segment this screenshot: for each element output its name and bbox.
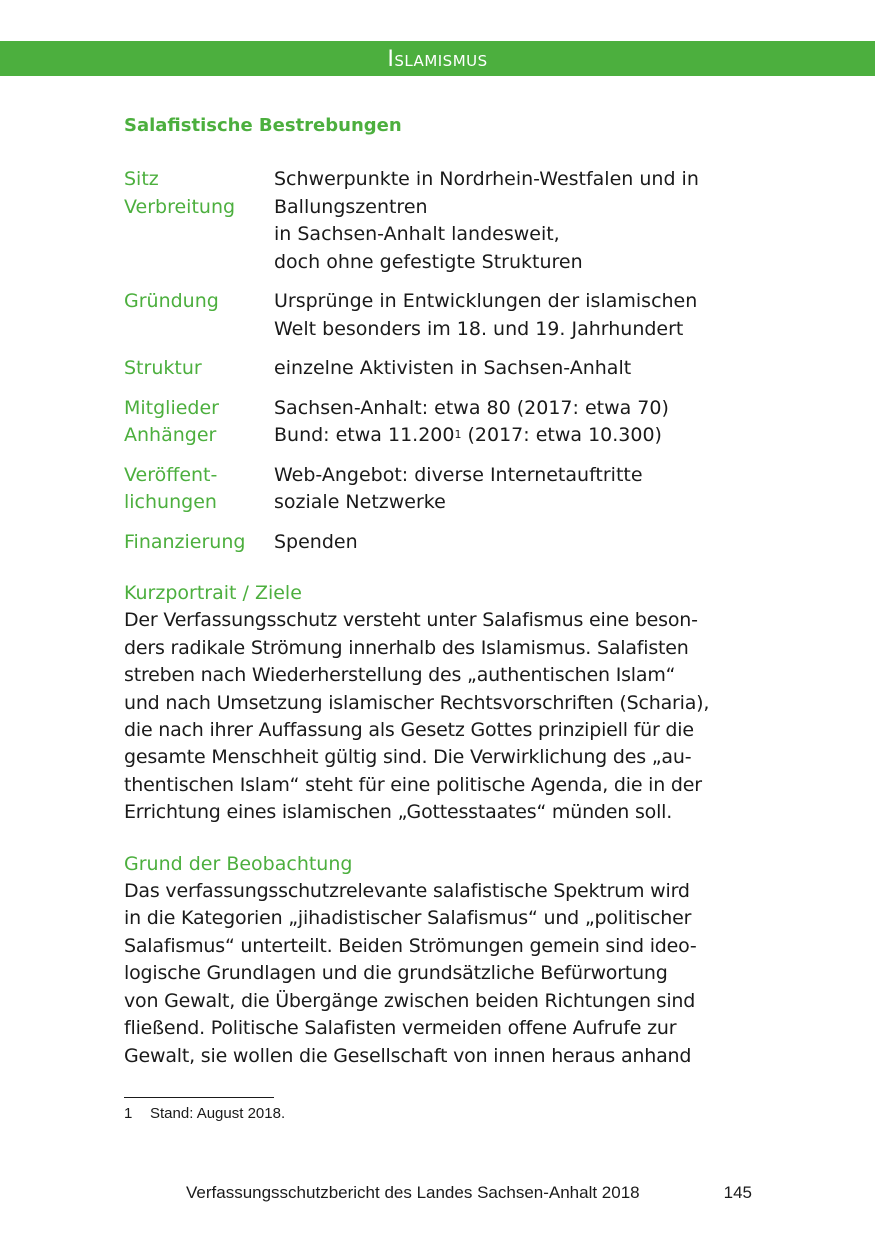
kurzportrait-section xyxy=(124,580,744,827)
kurzportrait-heading: Kurzportrait / Ziele xyxy=(124,582,302,604)
section-title: Salafistische Bestrebungen xyxy=(124,115,402,136)
facts-value: Web-Angebot: diverse Internetauftritte soziale Netzwerke xyxy=(274,463,643,513)
page-content xyxy=(124,112,744,1070)
facts-label: Finanzierung xyxy=(124,530,246,553)
facts-row-struktur xyxy=(124,355,744,383)
chapter-title: Islamismus xyxy=(387,47,488,72)
footnote-ref[interactable]: 1 xyxy=(454,428,462,441)
footnote xyxy=(124,1105,285,1123)
facts-label: Gründung xyxy=(124,290,219,312)
footnote-text: Stand: August 2018. xyxy=(150,1105,286,1122)
facts-row-veroeffentlichungen xyxy=(124,462,744,517)
kurzportrait-text: Der Verfassungsschutz versteht unter Salafismus eine beson- ders radikale Strömung innerhalb des Islamismus. Salafisten streben nach Wiederherstellung des „authentischen Islam“ und nach Umsetzung islamischer Rechtsvorschriften (Scharia), die nach ihrer Auffassung als Gesetz Gottes prinzipiell für die gesamte Menschheit gültig sind. Die Verwirklichung des „au- thentischen Islam“ steht für eine politische Agenda, die in der Errichtung eines islamischen „Gottesstaates“ münden soll. xyxy=(124,609,710,824)
facts-label: Sitz Verbreitung xyxy=(124,168,236,218)
bund-line: Bund: etwa 11.200$^1$ (2017: etwa 10.300) xyxy=(274,424,662,446)
header-banner xyxy=(0,41,875,76)
facts-row-mitglieder xyxy=(124,395,744,450)
footnote-divider xyxy=(124,1097,274,1098)
grund-section xyxy=(124,851,744,1070)
facts-value: Ursprünge in Entwicklungen der islamischen Welt besonders im 18. und 19. Jahrhundert xyxy=(274,290,698,340)
facts-label: Mitglieder Anhänger xyxy=(124,396,219,446)
facts-value: Spenden xyxy=(274,530,358,553)
facts-row-sitz xyxy=(124,166,744,276)
facts-value: einzelne Aktivisten in Sachsen-Anhalt xyxy=(274,357,632,379)
facts-label: Veröffent- lichungen xyxy=(124,463,218,513)
grund-text: Das verfassungsschutzrelevante salafistische Spektrum wird in die Kategorien „jihadistischer Salafismus“ und „politischer Salafismus“ unterteilt. Beiden Strömungen gemein sind ideo- logische Grundlagen und die grundsätzliche Befürwortung von Gewalt, die Übergänge zwischen beiden Richtungen sind fließend. Politische Salafisten vermeiden offene Aufrufe zur Gewalt, sie wollen die Gesellschaft von innen heraus anhand xyxy=(124,880,697,1067)
facts-row-finanzierung xyxy=(124,529,744,557)
facts-table xyxy=(124,166,744,556)
facts-row-gruendung xyxy=(124,288,744,343)
facts-label: Struktur xyxy=(124,357,202,379)
grund-heading: Grund der Beobachtung xyxy=(124,852,353,875)
footnote-number: 1 xyxy=(124,1105,133,1122)
page-number: 145 xyxy=(723,1183,752,1202)
footer-publication: Verfassungsschutzbericht des Landes Sachsen-Anhalt 2018 xyxy=(186,1183,640,1202)
facts-value: Schwerpunkte in Nordrhein-Westfalen und in Ballungszentren in Sachsen-Anhalt landesweit, doch ohne gefestigte Strukturen xyxy=(274,168,699,273)
facts-value: Sachsen-Anhalt: etwa 80 (2017: etwa 70) Bund: etwa 11.200$^1$ (2017: etwa 10.300) xyxy=(274,395,744,450)
page-footer xyxy=(186,1182,752,1204)
